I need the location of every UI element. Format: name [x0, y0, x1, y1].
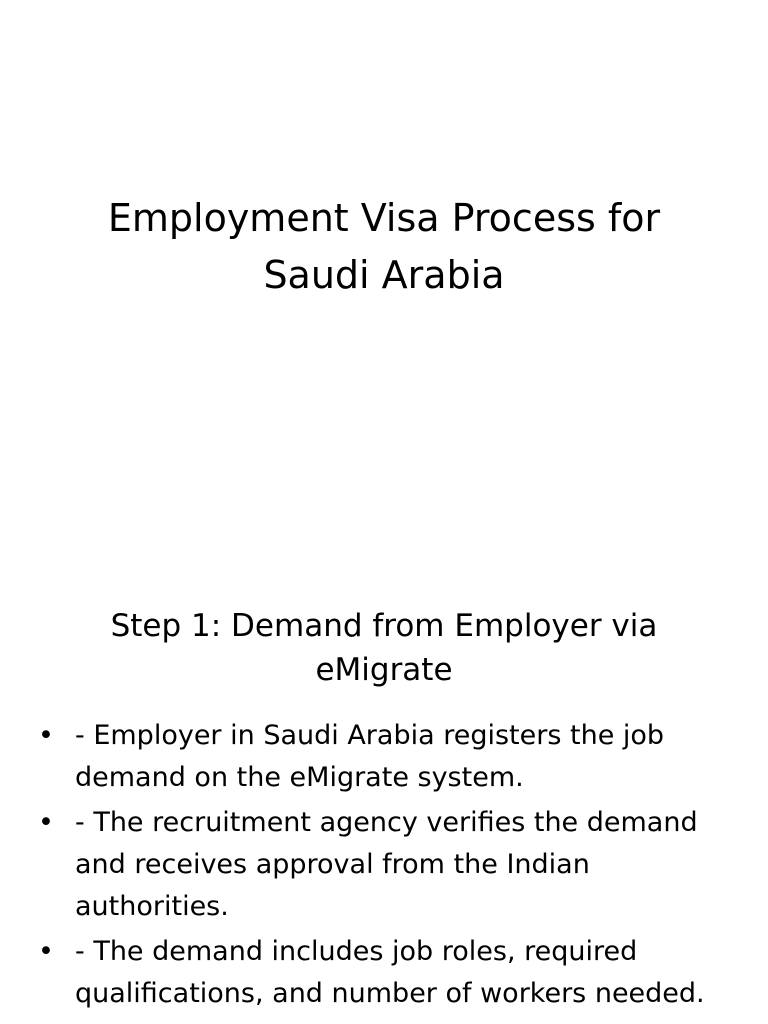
bullet-dot-icon: • [38, 936, 54, 967]
bullet-text: - Employer in Saudi Arabia registers the job demand on the eMigrate system. [75, 720, 665, 793]
bullet-text: - The recruitment agency verifies the demand and receives approval from the Indian authorities. [75, 807, 698, 922]
bullet-item [38, 931, 738, 1015]
slide-title: Employment Visa Process for Saudi Arabia [107, 196, 661, 297]
bullet-text: - The demand includes job roles, required qualifications, and number of workers needed. [75, 936, 705, 1009]
bullet-list [38, 715, 738, 1018]
bullet-dot-icon: • [38, 807, 54, 838]
slide-heading: Step 1: Demand from Employer via eMigrate [110, 608, 658, 688]
bullet-item [38, 715, 738, 799]
bullet-item [38, 802, 738, 928]
content-slide [0, 576, 768, 1024]
bullet-dot-icon: • [38, 720, 54, 751]
